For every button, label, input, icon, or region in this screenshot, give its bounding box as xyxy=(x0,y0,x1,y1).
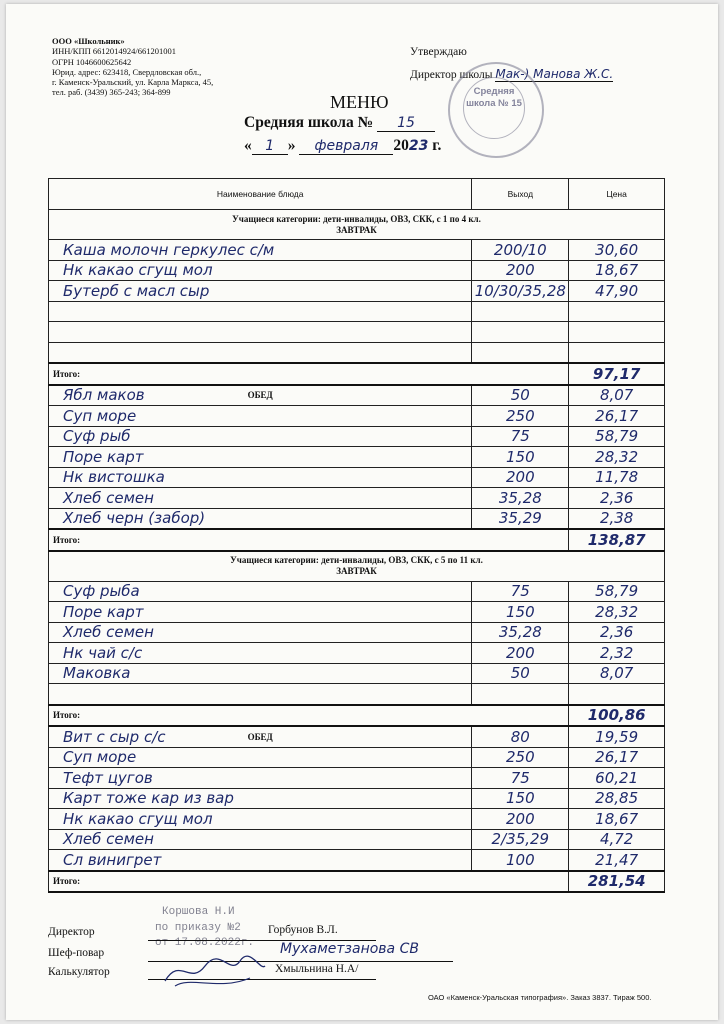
org-phone: тел. раб. (3439) 365-243; 364-899 xyxy=(52,87,171,98)
date-month: февраля xyxy=(299,138,393,155)
total-row xyxy=(49,363,665,385)
dish-name xyxy=(49,323,63,341)
dish-price: 2,36 xyxy=(599,623,634,642)
org-inn: ИНН/КПП 6612014924/661201001 xyxy=(52,46,176,57)
dish-name xyxy=(49,343,63,361)
total-row xyxy=(49,529,665,551)
table-row xyxy=(49,488,665,509)
printer-footer: ОАО «Каменск-Уральская типография». Заказ 3837. Тираж 500. xyxy=(428,993,652,1002)
org-address-2: г. Каменск-Уральский, ул. Карла Маркса, 45, xyxy=(52,77,214,88)
dish-price: 11,78 xyxy=(595,468,639,487)
calculator-name: Хмыльнина Н.А/ xyxy=(275,963,359,975)
dish-name: Вит с сыр с/с xyxy=(63,727,166,746)
category-label: Учащиеся категории: дети-инвалиды, ОВЗ, СКК, с 5 по 11 кл. xyxy=(230,555,483,565)
table-row xyxy=(49,622,665,643)
calculator-signature-label: Калькулятор xyxy=(48,966,110,978)
dish-yield: 35,28 xyxy=(498,488,542,507)
meal-label-lunch: ОБЕД xyxy=(247,731,273,742)
table-row xyxy=(49,788,665,809)
section-breakfast-1-4 xyxy=(49,240,665,364)
dish-name: Ябл маков xyxy=(63,386,145,405)
dish-yield: 150 xyxy=(506,789,535,808)
calculator-signature-scribble xyxy=(160,946,270,996)
dish-name: Суф рыб xyxy=(63,427,131,446)
dish-name: Нк вистошка xyxy=(63,468,165,487)
meal-label-breakfast: ЗАВТРАК xyxy=(336,566,377,576)
approval-label: Утверждаю xyxy=(410,46,467,58)
total-value: 97,17 xyxy=(592,364,641,383)
section-lunch-5-11 xyxy=(49,726,665,871)
table-row xyxy=(49,581,665,602)
dish-price: 2,32 xyxy=(599,643,634,662)
total-label: Итого: xyxy=(53,368,81,379)
dish-name: Хлеб семен xyxy=(63,830,154,849)
dish-yield: 200 xyxy=(506,643,535,662)
table-row xyxy=(49,602,665,623)
dish-price: 28,32 xyxy=(595,602,639,621)
dish-name: Бутерб с масл сыр xyxy=(63,281,210,300)
dish-yield: 2/35,29 xyxy=(491,830,550,849)
page-title: МЕНЮ xyxy=(330,92,389,112)
table-row xyxy=(49,684,665,705)
total-label: Итого: xyxy=(53,710,81,721)
dish-yield: 80 xyxy=(510,727,530,746)
dish-price: 28,85 xyxy=(595,789,639,808)
category-row-5-11 xyxy=(49,551,665,582)
school-number: 15 xyxy=(377,115,435,132)
dish-price: 18,67 xyxy=(595,809,639,828)
menu-table xyxy=(48,178,665,893)
date-quote-close: » xyxy=(287,137,296,154)
dish-name xyxy=(49,685,63,703)
dish-price: 60,21 xyxy=(595,768,639,787)
table-row xyxy=(49,508,665,529)
total-row xyxy=(49,705,665,727)
school-stamp xyxy=(448,62,544,158)
table-row xyxy=(49,281,665,302)
director-school-label: Директор школы xyxy=(410,69,493,81)
dish-name: Нк чай с/с xyxy=(63,643,143,662)
dish-price: 58,79 xyxy=(595,427,639,446)
table-row xyxy=(49,829,665,850)
table-row xyxy=(49,809,665,830)
dish-yield: 200 xyxy=(506,809,535,828)
table-row xyxy=(49,747,665,768)
dish-name: Карт тоже кар из вар xyxy=(63,789,234,808)
dish-name: Суп море xyxy=(63,406,137,425)
dish-price: 2,36 xyxy=(599,488,634,507)
meal-label-lunch: ОБЕД xyxy=(247,390,273,401)
dish-price: 26,17 xyxy=(595,748,639,767)
dish-price: 47,90 xyxy=(595,281,639,300)
total-value: 138,87 xyxy=(587,530,646,549)
org-address-1: Юрид. адрес: 623418, Свердловская обл., xyxy=(52,66,202,77)
header-price: Цена xyxy=(569,179,665,210)
table-row xyxy=(49,850,665,871)
dish-name xyxy=(49,302,63,320)
dish-price: 4,72 xyxy=(599,830,634,849)
school-label: Средняя школа № xyxy=(244,114,374,131)
org-ogrn: ОГРН 1046600625642 xyxy=(52,56,132,67)
dish-price: 58,79 xyxy=(595,582,639,601)
section-lunch-1-4 xyxy=(49,385,665,530)
dish-yield: 50 xyxy=(510,386,530,405)
table-row xyxy=(49,322,665,343)
date-year-suffix: 23 xyxy=(408,138,429,154)
dish-yield: 250 xyxy=(506,406,535,425)
table-row xyxy=(49,643,665,664)
table-row xyxy=(49,467,665,488)
table-row xyxy=(49,342,665,363)
table-row xyxy=(49,726,665,747)
dish-price: 2,38 xyxy=(599,509,634,528)
table-row xyxy=(49,447,665,468)
dish-yield: 75 xyxy=(510,427,530,446)
dish-yield: 35,29 xyxy=(498,509,542,528)
table-row xyxy=(49,385,665,406)
chef-signature-label: Шеф-повар xyxy=(48,947,105,959)
total-value: 281,54 xyxy=(587,872,646,891)
dish-yield: 200/10 xyxy=(493,240,547,259)
director-signature-label: Директор xyxy=(48,926,95,938)
director-note-name: Коршова Н.И xyxy=(162,906,235,918)
director-handwritten: Мак-) Манова Ж.С. xyxy=(495,67,614,81)
meal-label-breakfast: ЗАВТРАК xyxy=(336,224,377,235)
date-quote-open: « xyxy=(244,137,252,154)
dish-name: Маковка xyxy=(63,664,131,683)
dish-name: Хлеб черн (забор) xyxy=(63,509,206,528)
table-row xyxy=(49,426,665,447)
date-line xyxy=(244,137,441,155)
dish-yield: 150 xyxy=(506,602,535,621)
table-row xyxy=(49,301,665,322)
dish-yield: 75 xyxy=(510,582,530,601)
dish-price: 18,67 xyxy=(595,261,639,280)
chef-name: Мухаметзанова СВ xyxy=(280,941,419,957)
date-year-prefix: 20 xyxy=(393,137,409,154)
dish-yield: 75 xyxy=(510,768,530,787)
total-value: 100,86 xyxy=(587,706,646,725)
date-year-suffix-label: г. xyxy=(432,137,442,154)
table-row xyxy=(49,260,665,281)
org-name: ООО «Школьник» xyxy=(52,36,125,46)
table-row xyxy=(49,663,665,684)
dish-name: Поре карт xyxy=(63,447,144,466)
header-dish-name: Наименование блюда xyxy=(49,179,472,210)
stamp-text: Средняя школа № 15 xyxy=(463,77,525,139)
school-line xyxy=(244,114,435,132)
dish-yield: 35,28 xyxy=(498,623,542,642)
director-name: Горбунов В.Л. xyxy=(268,924,338,936)
category-label: Учащиеся категории: дети-инвалиды, ОВЗ, СКК, с 1 по 4 кл. xyxy=(232,213,481,224)
dish-yield: 200 xyxy=(506,468,535,487)
dish-name: Нк какао сгущ мол xyxy=(63,809,213,828)
section-breakfast-5-11 xyxy=(49,581,665,705)
total-row xyxy=(49,871,665,893)
table-row xyxy=(49,768,665,789)
dish-name: Сл винигрет xyxy=(63,850,162,869)
dish-yield: 100 xyxy=(506,850,535,869)
dish-price: 8,07 xyxy=(599,664,634,683)
organization-block xyxy=(52,36,213,98)
dish-yield: 250 xyxy=(506,748,535,767)
dish-name: Суп море xyxy=(63,748,137,767)
dish-yield: 150 xyxy=(506,447,535,466)
date-day: 1 xyxy=(252,138,288,155)
total-label: Итого: xyxy=(53,534,81,545)
header-yield: Выход xyxy=(472,179,569,210)
table-row xyxy=(49,240,665,261)
dish-name: Поре карт xyxy=(63,602,144,621)
dish-name: Тефт цугов xyxy=(63,768,153,787)
dish-name: Хлеб семен xyxy=(63,623,154,642)
director-note-order: по приказу №2 xyxy=(155,922,241,934)
dish-yield: 200 xyxy=(506,261,535,280)
dish-price: 19,59 xyxy=(595,727,639,746)
dish-price: 21,47 xyxy=(595,850,639,869)
category-row-1-4 xyxy=(49,210,665,240)
dish-name: Нк какао сгущ мол xyxy=(63,261,213,280)
dish-price: 30,60 xyxy=(595,240,639,259)
dish-price: 8,07 xyxy=(599,386,634,405)
dish-yield: 50 xyxy=(510,664,530,683)
director-note-date: от 17.08.2022г. xyxy=(155,937,255,949)
dish-name: Суф рыба xyxy=(63,582,140,601)
dish-price: 28,32 xyxy=(595,447,639,466)
table-header-row xyxy=(49,179,665,210)
dish-price: 26,17 xyxy=(595,406,639,425)
dish-name: Хлеб семен xyxy=(63,488,154,507)
table-row xyxy=(49,406,665,427)
dish-name: Каша молочн геркулес с/м xyxy=(63,240,275,259)
dish-yield: 10/30/35,28 xyxy=(474,281,566,300)
total-label: Итого: xyxy=(53,876,81,887)
